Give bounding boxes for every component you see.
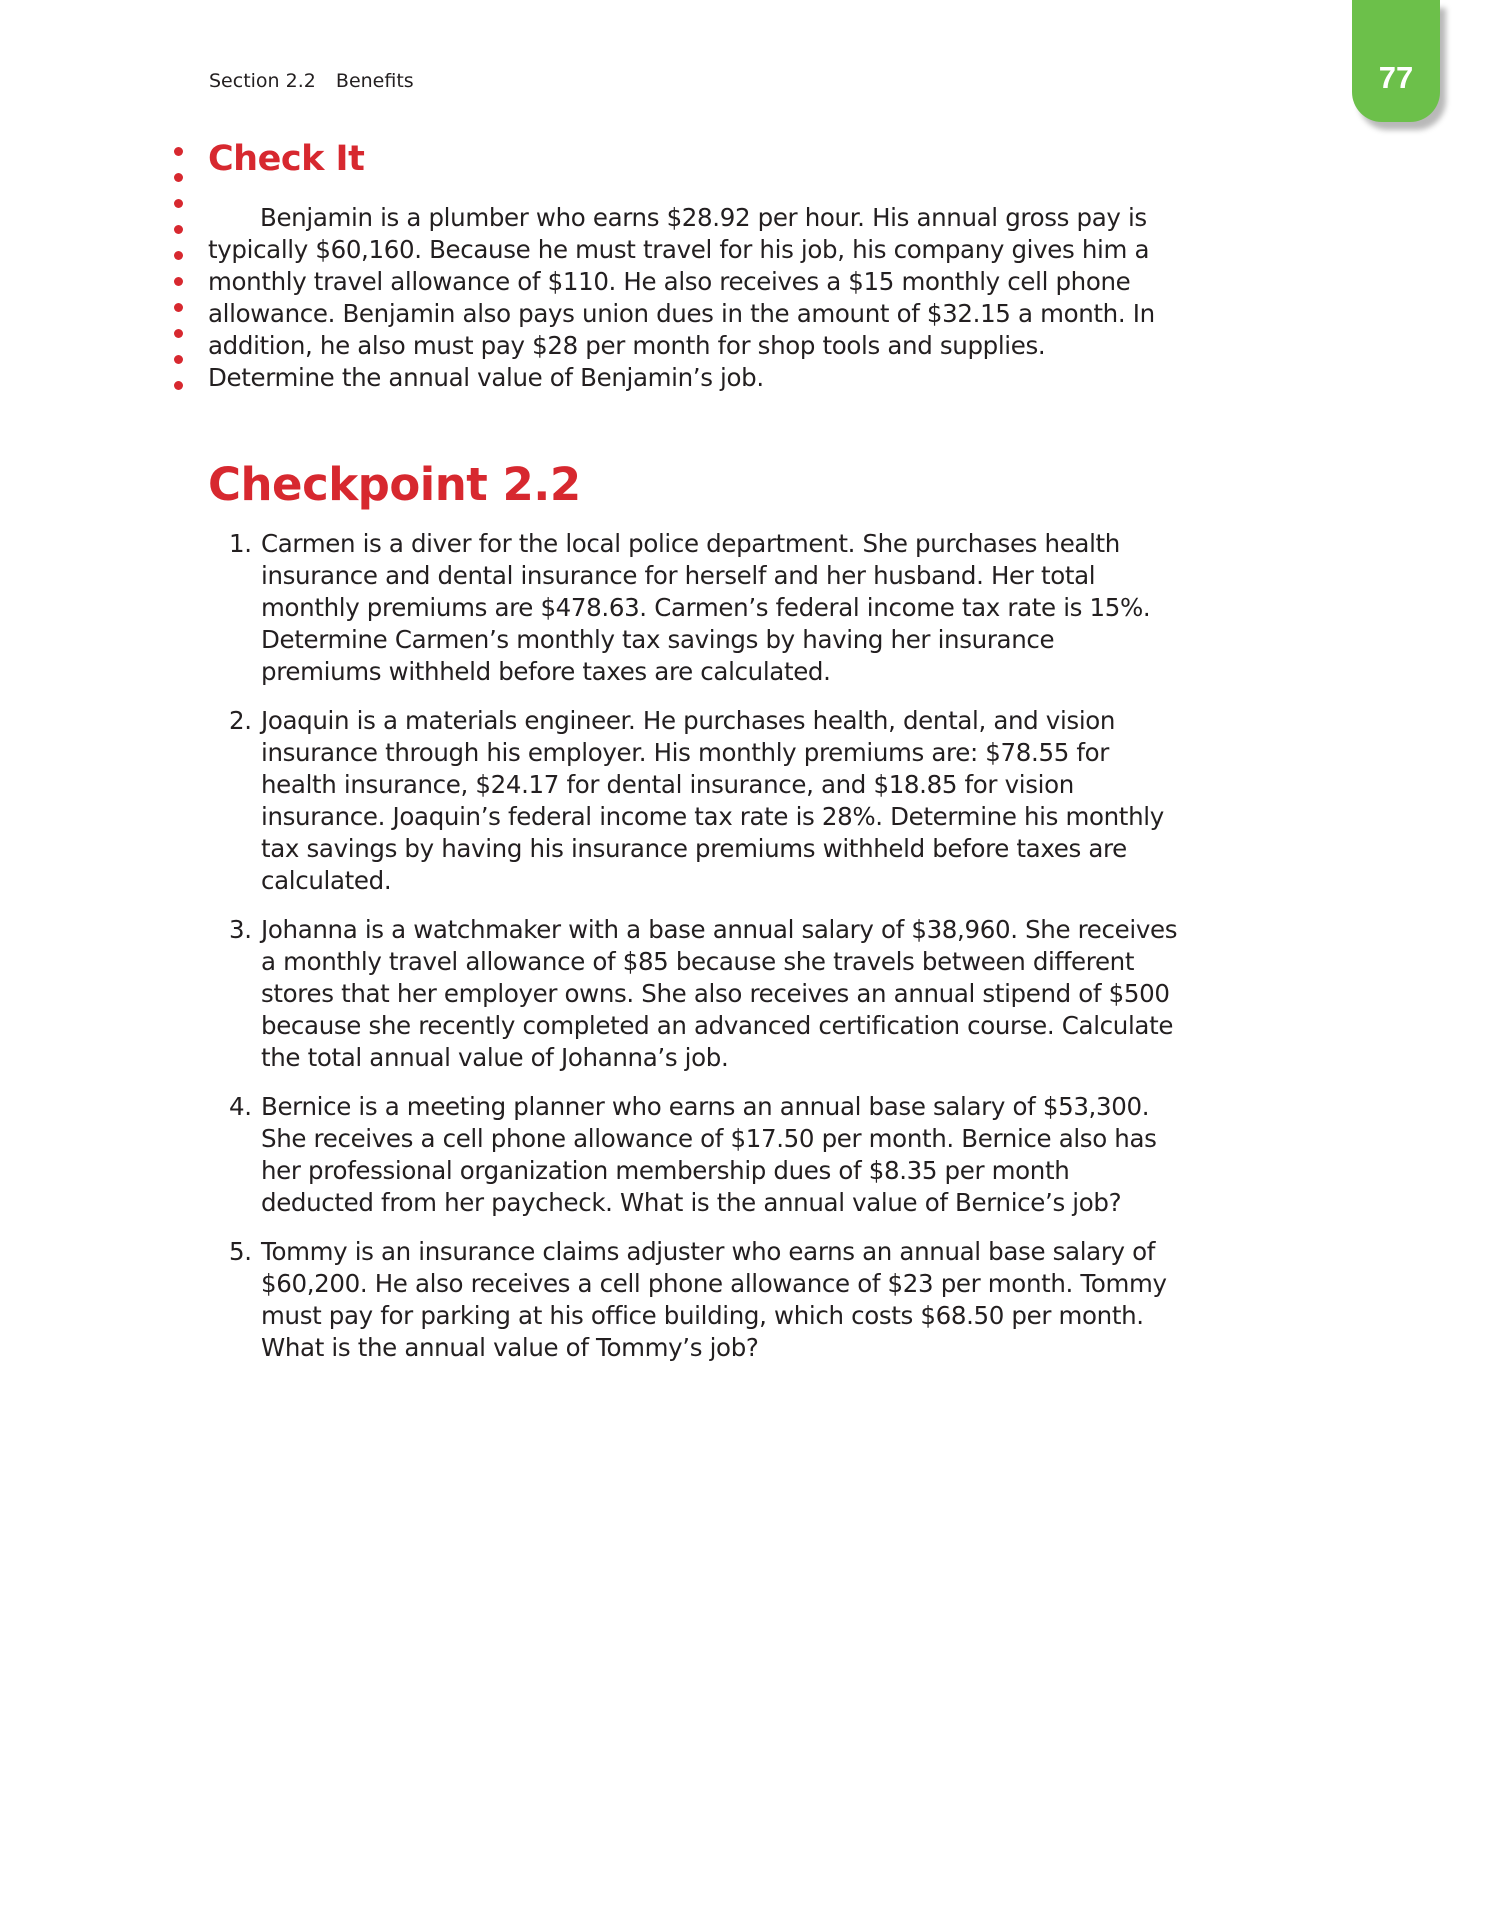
running-head-section-number: Section 2.2 <box>209 70 316 92</box>
problem-item <box>229 914 1179 1074</box>
decorative-dot <box>174 147 183 156</box>
problem-item <box>229 1236 1179 1364</box>
problem-item <box>229 705 1179 897</box>
problem-text: Johanna is a watchmaker with a base annual salary of $38,960. She receives a monthly travel allowance of $85 because she travels between different stores that her employer owns. She also receives an annual stipend of $500 because she recently completed an advanced certification course. Calculate the total annual value of Johanna’s job. <box>261 915 1178 1072</box>
decorative-dot <box>174 225 183 234</box>
check-it-body: Benjamin is a plumber who earns $28.92 per hour. His annual gross pay is typically $60,160. Because he must travel for his job, his company gives him a monthly travel allowance of $110. He also receives a $15 monthly cell phone allowance. Benjamin also pays union dues in the amount of $32.15 a month. In addition, he also must pay $28 per month for shop tools and supplies. Determine the annual value of Benjamin’s job. <box>208 203 1155 392</box>
problem-number: 5. <box>229 1237 252 1266</box>
decorative-dot <box>174 329 183 338</box>
problem-text: Joaquin is a materials engineer. He purchases health, dental, and vision insurance through his employer. His monthly premiums are: $78.55 for health insurance, $24.17 for dental insurance, and $18.85 for vision insurance. Joaquin’s federal income tax rate is 28%. Determine his monthly tax savings by having his insurance premiums withheld before taxes are calculated. <box>261 706 1164 895</box>
checkpoint-heading: Checkpoint 2.2 <box>208 458 581 511</box>
checkpoint-problem-list <box>229 528 1179 1381</box>
running-head-section-title: Benefits <box>335 70 414 92</box>
problem-number: 2. <box>229 706 252 735</box>
decorative-dot <box>174 303 183 312</box>
decorative-dot <box>174 355 183 364</box>
problem-item <box>229 528 1179 688</box>
check-it-dotted-rule <box>174 147 186 397</box>
running-head <box>209 70 414 92</box>
problem-text: Tommy is an insurance claims adjuster who earns an annual base salary of $60,200. He also receives a cell phone allowance of $23 per month. Tommy must pay for parking at his office building, which costs $68.50 per month. What is the annual value of Tommy’s job? <box>261 1237 1167 1362</box>
problem-text: Bernice is a meeting planner who earns an annual base salary of $53,300. She receives a cell phone allowance of $17.50 per month. Bernice also has her professional organization membership dues of $8.35 per month deducted from her paycheck. What is the annual value of Bernice’s job? <box>261 1092 1157 1217</box>
problem-number: 4. <box>229 1092 252 1121</box>
decorative-dot <box>174 381 183 390</box>
check-it-heading: Check It <box>208 139 365 179</box>
page-number: 77 <box>1378 60 1414 95</box>
decorative-dot <box>174 173 183 182</box>
page-number-tab <box>1352 0 1440 122</box>
decorative-dot <box>174 277 183 286</box>
problem-number: 3. <box>229 915 252 944</box>
problem-item <box>229 1091 1179 1219</box>
problem-number: 1. <box>229 529 252 558</box>
decorative-dot <box>174 251 183 260</box>
problem-text: Carmen is a diver for the local police department. She purchases health insurance and dental insurance for herself and her husband. Her total monthly premiums are $478.63. Carmen’s federal income tax rate is 15%. Determine Carmen’s monthly tax savings by having her insurance premiums withheld before taxes are calculated. <box>261 529 1151 686</box>
decorative-dot <box>174 199 183 208</box>
